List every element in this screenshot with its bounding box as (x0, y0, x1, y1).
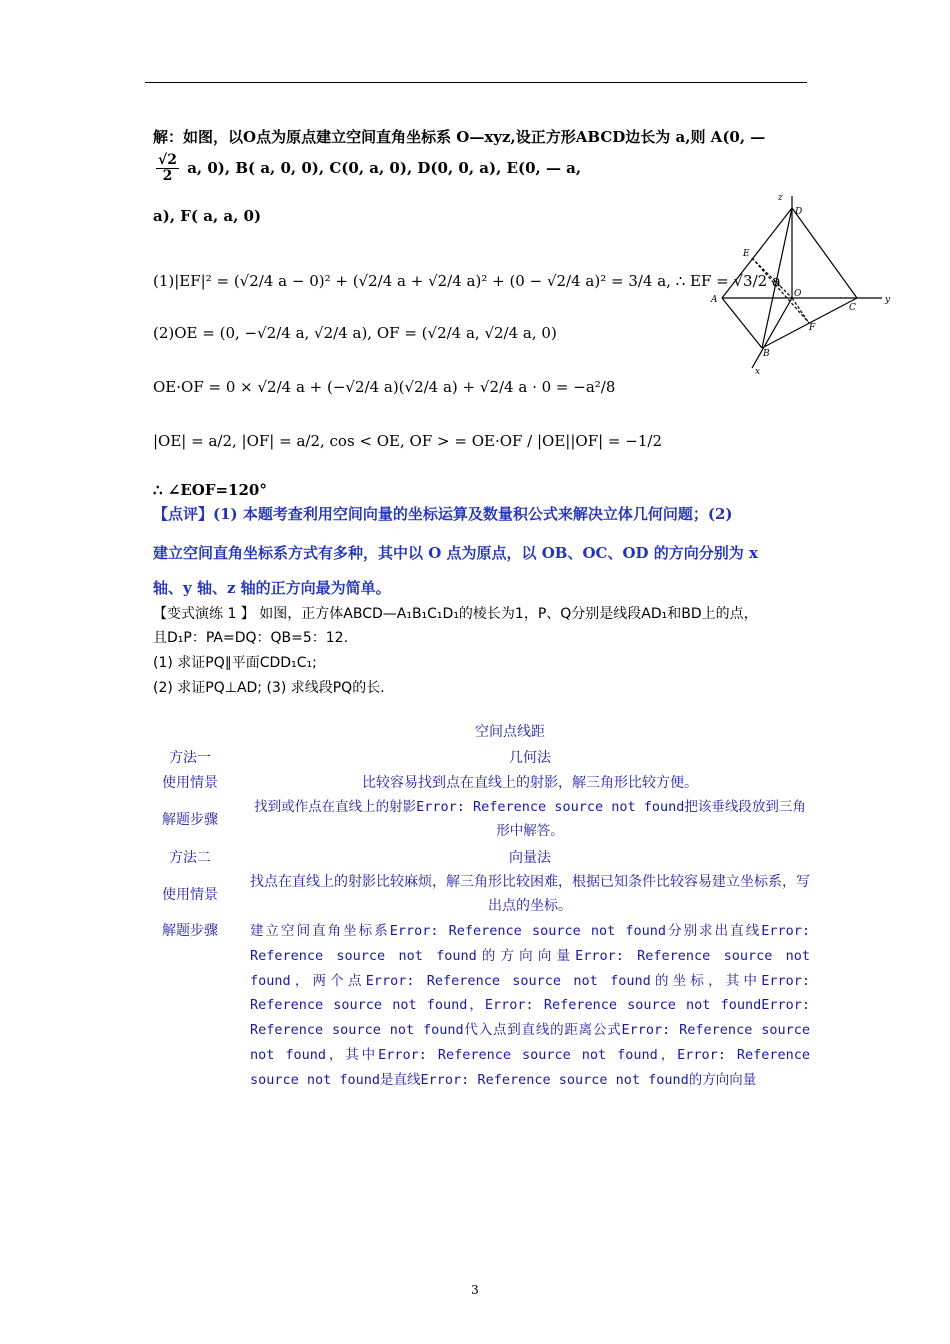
method2-label: 方法二 (169, 849, 211, 866)
page-number: 3 (471, 1283, 479, 1297)
solution-intro: 解：如图，以O点为原点建立空间直角坐标系 O—xyz,设正方形ABCD边长为 a,则 A(0, — (153, 128, 766, 146)
comment-line3: 轴、y 轴、z 轴的正方向最为简单。 (153, 579, 391, 597)
fig-label: z (778, 193, 783, 203)
solution-coords-line2 (153, 153, 581, 185)
equation-cosine: |OE| = a/2, |OF| = a/2, cos < OE, OF > = OE·OF / |OE||OF| = −1/2 (153, 432, 662, 450)
method1-label: 方法一 (169, 749, 211, 766)
usage2-text: 找点在直线上的射影比较麻烦，解三角形比较困难，根据已知条件比较容易建立坐标系，写出点的坐标。 (250, 874, 810, 914)
table-row (150, 744, 810, 769)
steps2-text: 建立空间直角坐标系Error: Reference source not found分别求出直线Error: Reference source not found的方向向量Error: Reference source not found，两个点Error: Reference source not found的坐标，其中Error: Reference source not found，Error: Reference source not foundError: Reference source not found代入点到直线的距离公式Error: Reference source not found，其中Error: Reference source not found，Error: Reference source not found是直线Error: Reference source not found的方向向量 (250, 923, 810, 1088)
solution-conclusion: ∴ ∠EOF=120° (153, 481, 267, 499)
fraction: $\frac{√2}{2}$ (158, 152, 177, 185)
method2-name: 向量法 (509, 849, 551, 866)
fig-label: x (755, 367, 761, 377)
steps1-text: 找到或作点在直线上的射影Error: Reference source not found把该垂线段放到三角形中解答。 (254, 799, 806, 839)
fig-label: D (795, 207, 803, 217)
usage-label: 使用情景 (162, 774, 218, 791)
solution-coords-line3: a), F( a, a, 0) (153, 207, 262, 225)
fig-label: y (885, 295, 891, 305)
exercise-line4: (2) 求证PQ⊥AD; (3) 求线段PQ的长. (153, 680, 385, 696)
fig-label: B (763, 349, 770, 359)
coords-text: a, 0), B( a, 0, 0), C(0, a, 0), D(0, 0, a), E(0, — a, (187, 158, 582, 177)
table-row (150, 869, 810, 919)
table-title-row (150, 718, 810, 744)
exercise-line3: (1) 求证PQ∥平面CDD₁C₁; (153, 655, 317, 671)
pyramid-diagram (697, 188, 897, 378)
distance-methods-table (150, 718, 810, 1093)
comment-line1: 【点评】(1) 本题考查利用空间向量的坐标运算及数量积公式来解决立体几何问题；(2) (153, 505, 733, 523)
table-row (150, 769, 810, 794)
equation-ef-length: (1)|EF|² = (√2/4 a − 0)² + (√2/4 a + √2/4 a)² + (0 − √2/4 a)² = 3/4 a, ∴ EF = √3/2 a (153, 272, 781, 290)
table-row (150, 919, 810, 1093)
fig-label: F (809, 323, 816, 333)
exercise-line2: 且D₁P：PA=DQ：QB=5：12. (153, 630, 349, 646)
equation-dot-product: OE·OF = 0 × √2/4 a + (−√2/4 a)(√2/4 a) + √2/4 a · 0 = −a²/8 (153, 378, 616, 396)
header-rule (145, 82, 807, 83)
comment-line2: 建立空间直角坐标系方式有多种，其中以 O 点为原点，以 OB、OC、OD 的方向分别为 x (153, 544, 758, 562)
steps-label: 解题步骤 (162, 923, 218, 939)
exercise-line1: 【变式演练 1 】 如图，正方体ABCD—A₁B₁C₁D₁的棱长为1，P、Q分别是线段AD₁和BD上的点， (153, 606, 758, 622)
fig-label: A (711, 295, 718, 305)
equation-oe-of-vectors: (2)OE = (0, −√2/4 a, √2/4 a), OF = (√2/4 a, √2/4 a, 0) (153, 324, 557, 342)
fig-label: E (743, 249, 750, 259)
steps-label: 解题步骤 (162, 812, 218, 828)
usage1-text: 比较容易找到点在直线上的射影，解三角形比较方便。 (362, 774, 698, 791)
fig-label: C (849, 303, 856, 313)
table-row (150, 794, 810, 844)
method1-name: 几何法 (509, 749, 551, 766)
table-title: 空间点线距 (475, 724, 545, 740)
usage-label: 使用情景 (162, 887, 218, 903)
coordinate-figure (697, 188, 897, 378)
fig-label: O (794, 289, 802, 299)
table-row (150, 844, 810, 869)
